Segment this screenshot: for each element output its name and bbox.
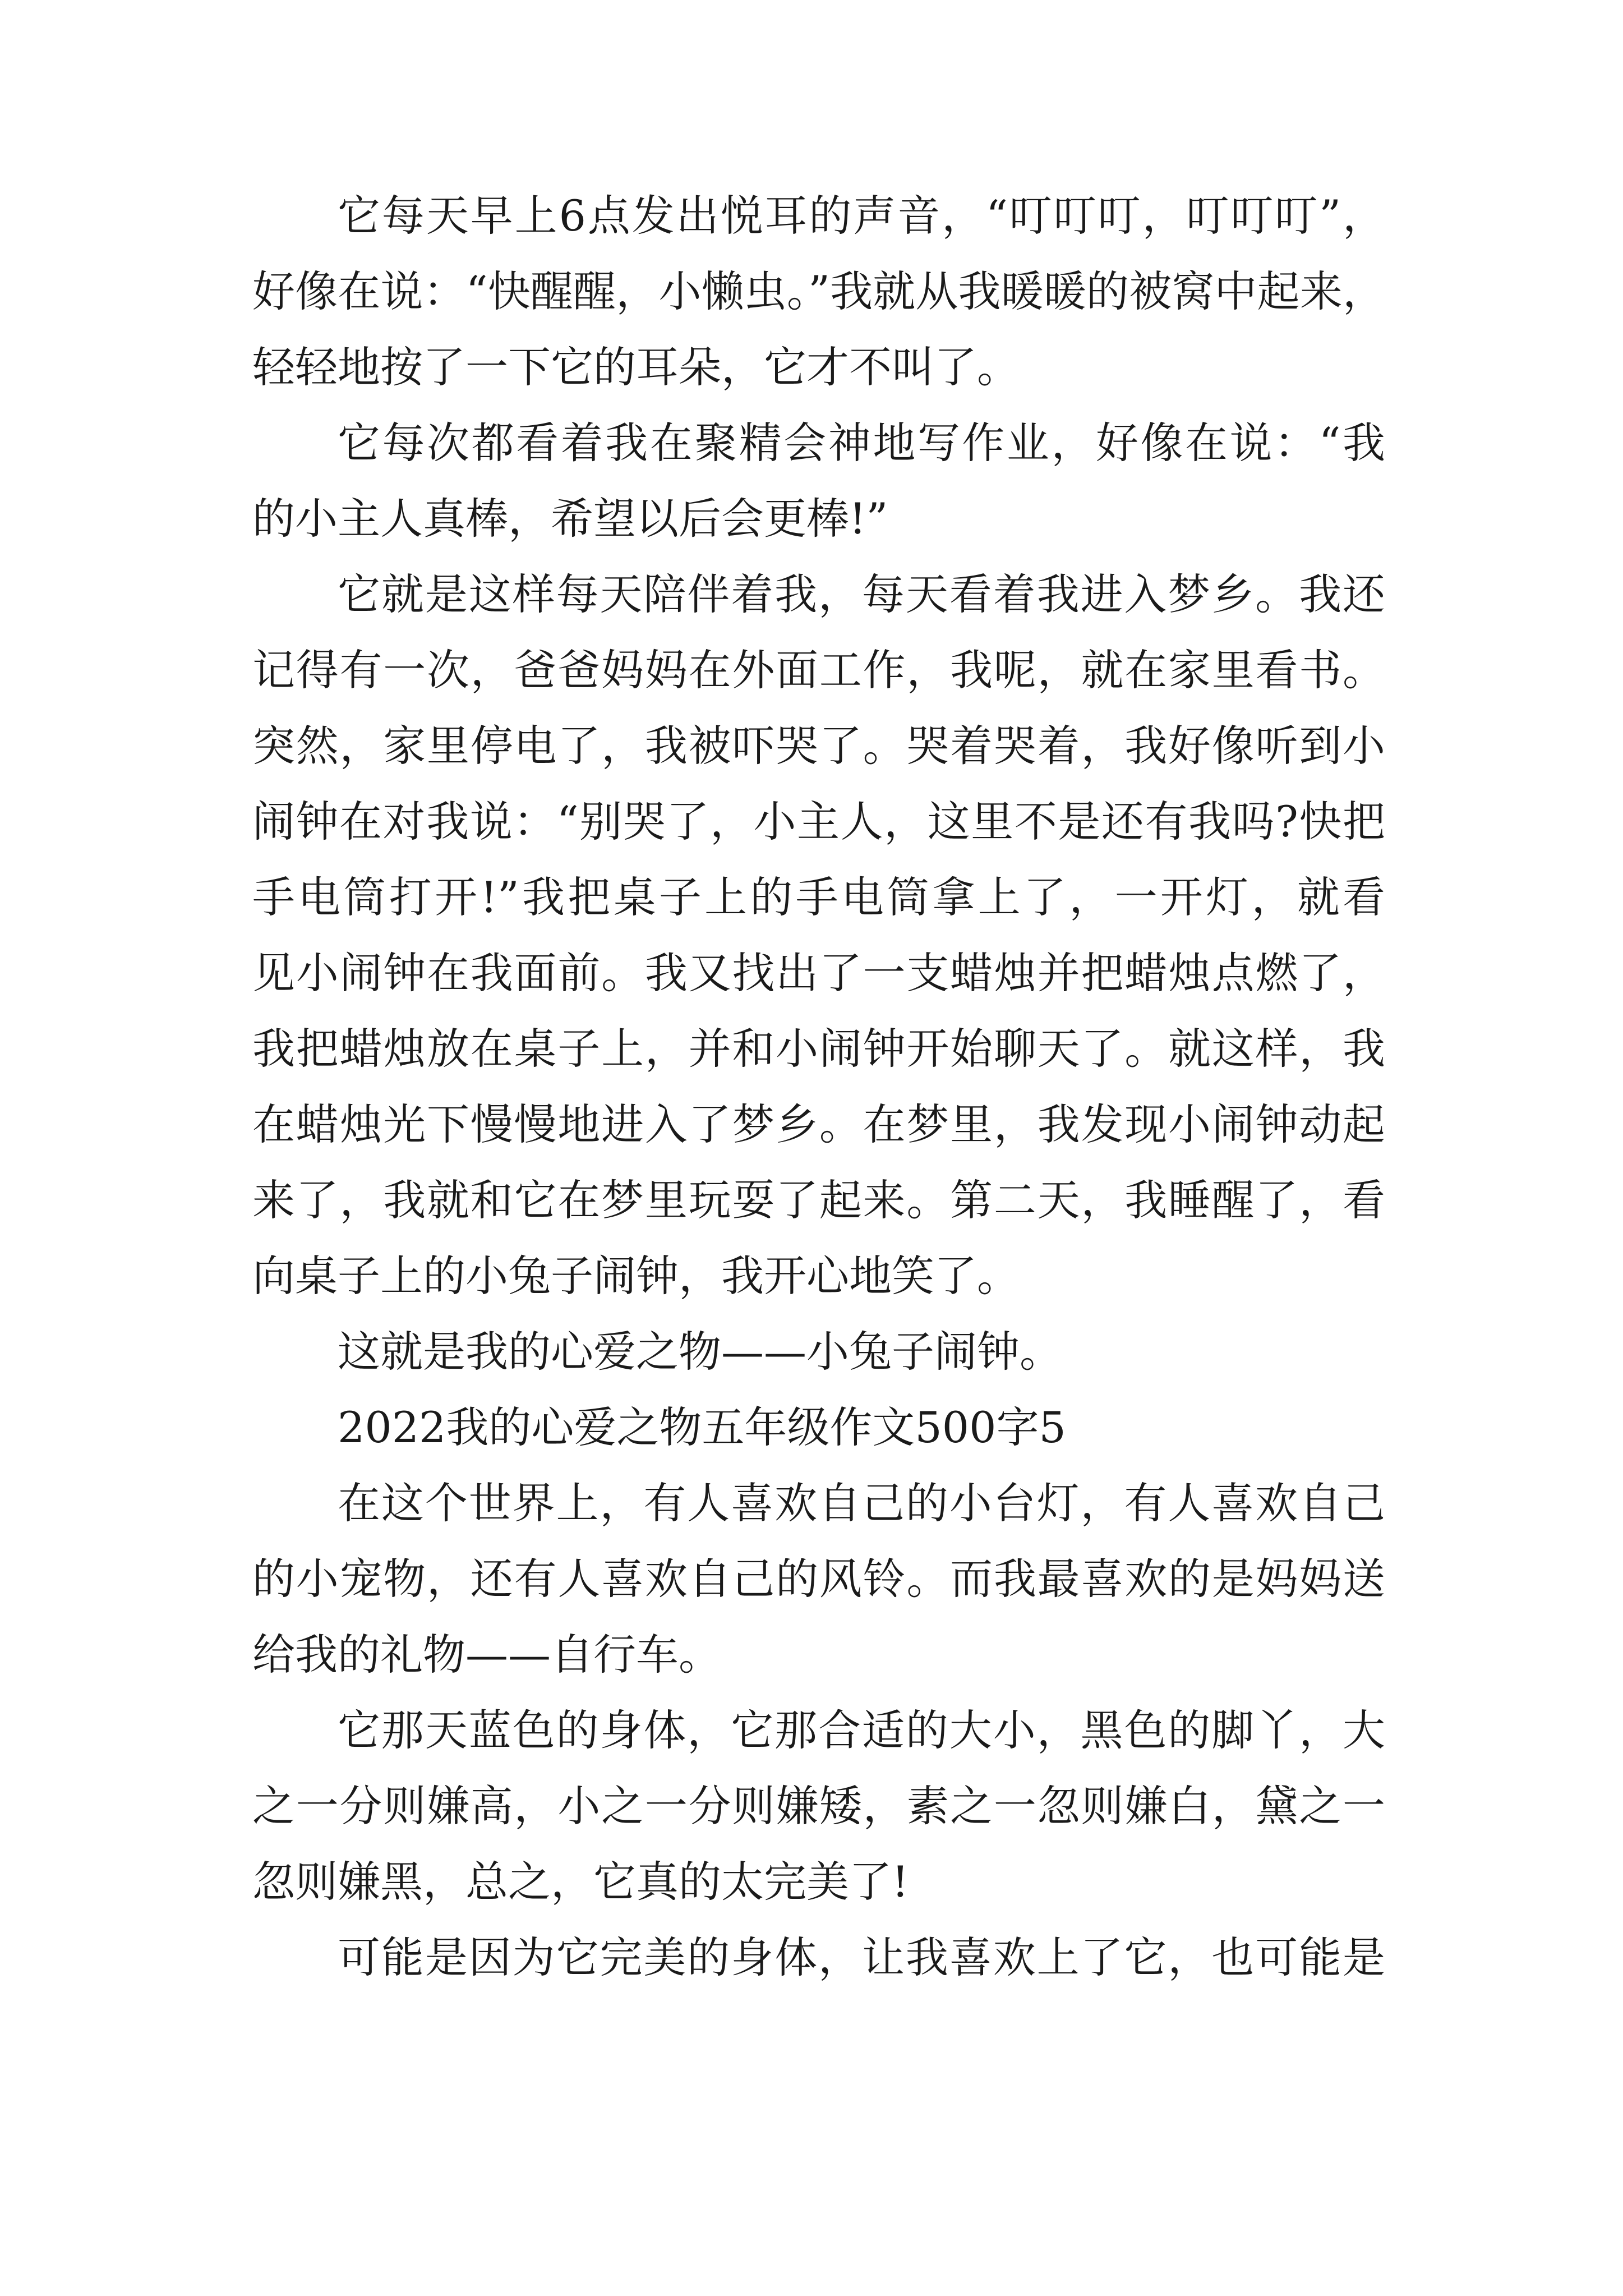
text-line: 之一分则嫌高，小之一分则嫌矮，素之一忽则嫌白，黛之一: [252, 1781, 1385, 1831]
text-line: 它每天早上6点发出悦耳的声音，“叮叮叮，叮叮叮”，: [338, 191, 1385, 241]
section-heading: 2022我的心爱之物五年级作文500字5: [338, 1402, 1066, 1452]
text-line: 来了，我就和它在梦里玩耍了起来。第二天，我睡醒了，看: [252, 1175, 1385, 1225]
text-line: 我把蜡烛放在桌子上，并和小闹钟开始聊天了。就这样，我: [252, 1024, 1385, 1074]
text-line: 给我的礼物——自行车。: [252, 1630, 721, 1680]
text-line: 它那天蓝色的身体，它那合适的大小，黑色的脚丫，大: [338, 1705, 1385, 1755]
text-line: 可能是因为它完美的身体，让我喜欢上了它，也可能是: [338, 1932, 1385, 1982]
text-line: 它每次都看着我在聚精会神地写作业，好像在说：“我: [338, 418, 1385, 468]
text-line: 在蜡烛光下慢慢地进入了梦乡。在梦里，我发现小闹钟动起: [252, 1099, 1385, 1149]
text-line: 的小主人真棒，希望以后会更棒!”: [252, 494, 888, 544]
text-line: 手电筒打开!”我把桌子上的手电筒拿上了，一开灯，就看: [252, 872, 1385, 922]
text-line: 的小宠物，还有人喜欢自己的风铃。而我最喜欢的是妈妈送: [252, 1554, 1385, 1604]
text-line: 好像在说：“快醒醒，小懒虫。”我就从我暖暖的被窝中起来，: [252, 266, 1385, 316]
text-line: 这就是我的心爱之物——小兔子闹钟。: [338, 1327, 1062, 1377]
text-line: 突然，家里停电了，我被吓哭了。哭着哭着，我好像听到小: [252, 721, 1385, 771]
text-line: 闹钟在对我说：“别哭了，小主人，这里不是还有我吗?快把: [252, 797, 1385, 846]
text-line: 轻轻地按了一下它的耳朵，它才不叫了。: [252, 342, 1020, 392]
text-line: 见小闹钟在我面前。我又找出了一支蜡烛并把蜡烛点燃了，: [252, 948, 1385, 998]
text-line: 忽则嫌黑，总之，它真的太完美了!: [252, 1857, 909, 1907]
text-line: 向桌子上的小兔子闹钟，我开心地笑了。: [252, 1251, 1020, 1301]
text-line: 在这个世界上，有人喜欢自己的小台灯，有人喜欢自己: [338, 1478, 1385, 1528]
text-line: 记得有一次，爸爸妈妈在外面工作，我呢，就在家里看书。: [252, 645, 1385, 695]
text-line: 它就是这样每天陪伴着我，每天看着我进入梦乡。我还: [338, 569, 1385, 619]
